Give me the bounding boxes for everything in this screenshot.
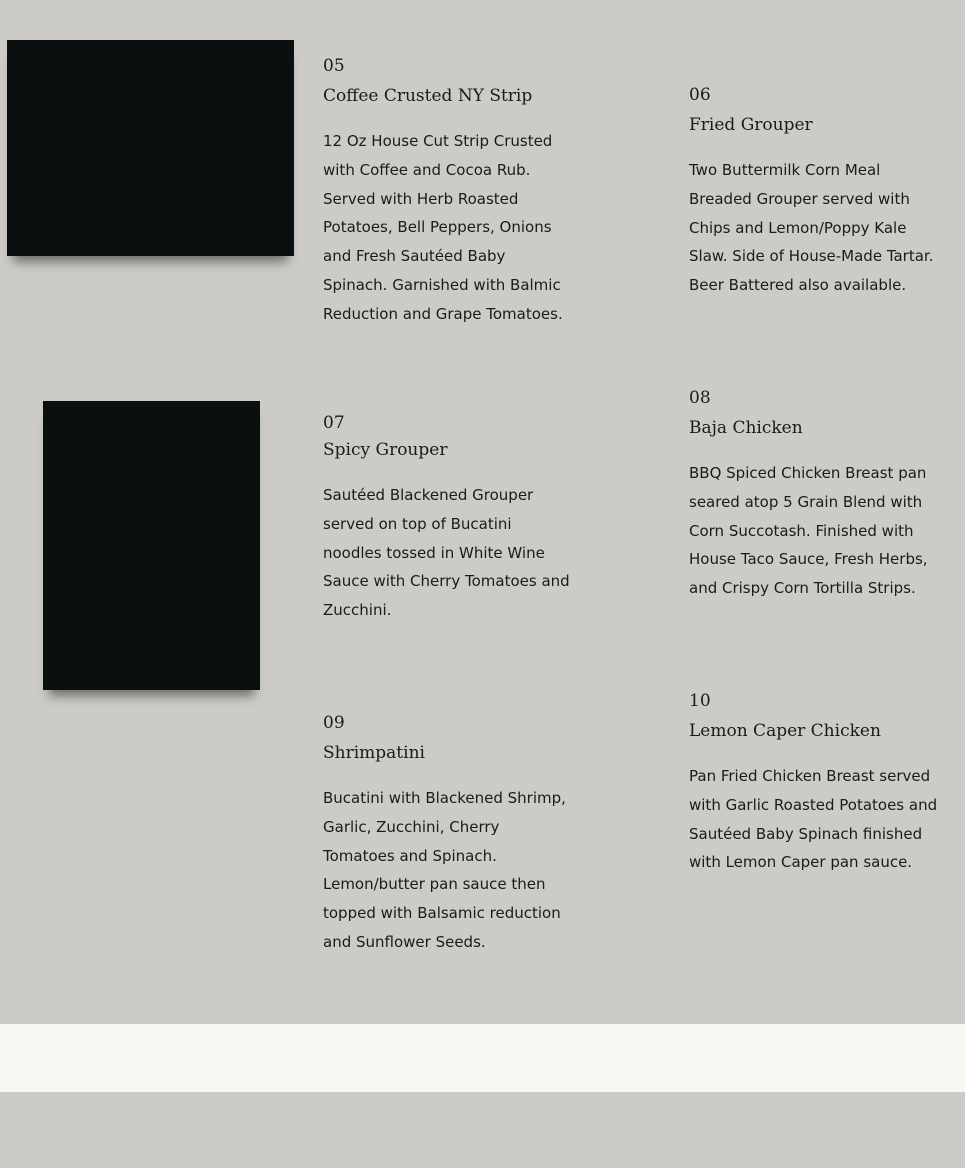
item-number: 10 <box>689 691 711 711</box>
item-number: 09 <box>323 713 345 733</box>
item-description: Sautéed Blackened Grouper served on top of Bucatini noodles tossed in White Wine Sauce with Cherry Tomatoes and Zucchini. <box>323 486 570 620</box>
item-number: 06 <box>689 85 711 105</box>
item-number: 07 <box>323 413 345 433</box>
menu-item-06 <box>689 85 939 300</box>
item-description: Bucatini with Blackened Shrimp, Garlic, Zucchini, Cherry Tomatoes and Spinach. Lemon/butter pan sauce then topped with Balsamic reduction and Sunflower Seeds. <box>323 789 566 951</box>
menu-item-05 <box>323 56 573 329</box>
dish-photo-1 <box>7 40 294 256</box>
menu-item-08 <box>689 388 939 603</box>
menu-item-07 <box>323 413 573 625</box>
item-description: Pan Fried Chicken Breast served with Garlic Roasted Potatoes and Sautéed Baby Spinach finished with Lemon Caper pan sauce. <box>689 767 938 872</box>
item-description: BBQ Spiced Chicken Breast pan seared atop 5 Grain Blend with Corn Succotash. Finished with House Taco Sauce, Fresh Herbs, and Crispy Corn Tortilla Strips. <box>689 464 928 598</box>
item-description: 12 Oz House Cut Strip Crusted with Coffee and Cocoa Rub. Served with Herb Roasted Potatoes, Bell Peppers, Onions and Fresh Sautéed Baby Spinach. Garnished with Balmic Reduction and Grape Tomatoes. <box>323 132 563 323</box>
item-number: 08 <box>689 388 711 408</box>
item-name: Lemon Caper Chicken <box>689 721 881 741</box>
item-name: Baja Chicken <box>689 418 803 438</box>
menu-item-09 <box>323 713 573 957</box>
item-description: Two Buttermilk Corn Meal Breaded Grouper served with Chips and Lemon/Poppy Kale Slaw. Side of House-Made Tartar. Beer Battered also available. <box>689 161 934 295</box>
item-number: 05 <box>323 56 345 76</box>
menu-item-10 <box>689 691 939 877</box>
footer-band <box>0 1024 965 1092</box>
item-name: Shrimpatini <box>323 743 425 763</box>
item-name: Fried Grouper <box>689 115 813 135</box>
dish-photo-2 <box>43 401 260 690</box>
item-name: Spicy Grouper <box>323 440 448 460</box>
item-name: Coffee Crusted NY Strip <box>323 86 533 106</box>
